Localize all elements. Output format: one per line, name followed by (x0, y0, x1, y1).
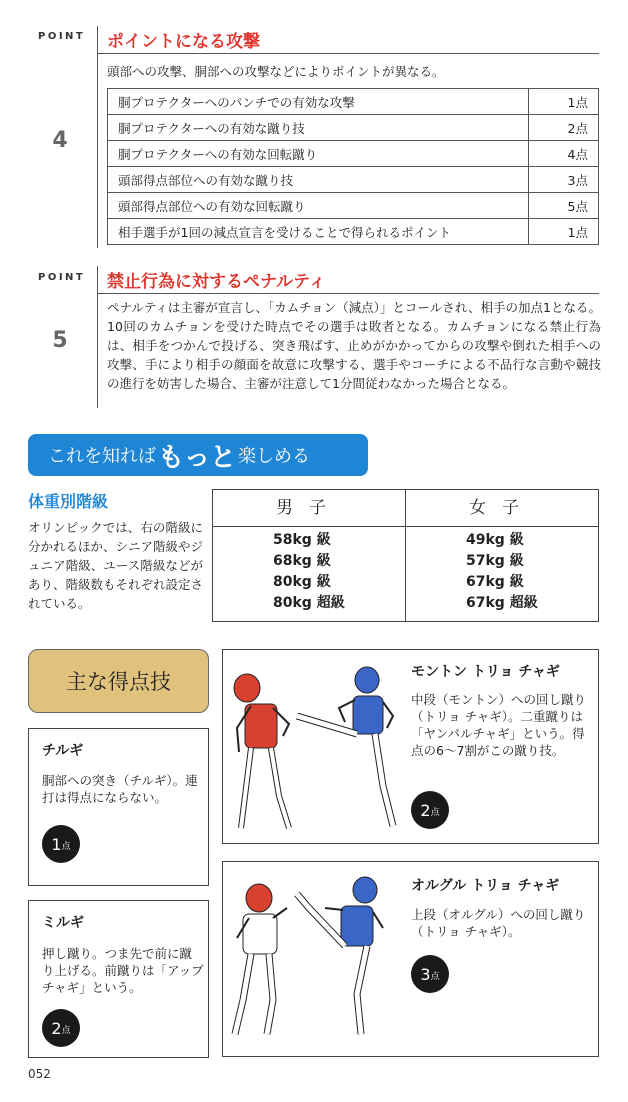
technique-description: 中段（モントン）への回し蹴り（トリョ チャギ）。二重蹴りは「ヤンバルチャギ」という。得点の6～7割がこの蹴り技。 (411, 692, 587, 758)
techniques-title: 主な得点技 (28, 649, 209, 713)
list-item: 67kg 級 (466, 574, 524, 590)
row-points: 2点 (529, 115, 599, 141)
table-row (108, 141, 599, 167)
male-classes (273, 526, 345, 614)
list-item: 80kg 超級 (273, 595, 345, 611)
badge-number: 1 (51, 834, 62, 854)
list-item: 49kg 級 (466, 532, 524, 548)
list-item: 57kg 級 (466, 553, 524, 569)
penalty-text: ペナルティは主審が宣言し、「カムチョン（減点）」とコールされ、相手の加点1となる。10回のカムチョンを受けた時点でその選手は敗者となる。カムチョンになる禁止行為は、相手をつかんで投げる、突き飛ばす、止めがかかってからの攻撃や倒れた相手への攻撃、手により相手の顔面を故意に攻撃する、選手やコーチによる不品行な言動や競技の進行を妨害した場合、主審が注意して1分間従わなかった場合となる。 (107, 300, 601, 391)
point-5-label: POINT (38, 272, 86, 283)
list-item: 68kg 級 (273, 553, 331, 569)
point-4-rule (97, 53, 599, 54)
female-classes (466, 526, 538, 614)
list-item: 80kg 級 (273, 574, 331, 590)
badge-unit: 点 (430, 972, 440, 982)
technique-olgul (222, 861, 599, 1057)
point-5-rule (97, 293, 599, 294)
points-badge (411, 955, 449, 993)
banner (28, 434, 368, 476)
table-row (108, 115, 599, 141)
technique-description: 上段（オルグル）への回し蹴り（トリョ チャギ）。 (411, 907, 586, 939)
technique-mirugi (28, 900, 209, 1058)
point-4-description: 頭部への攻撃、胴部への攻撃などによりポイントが異なる。 (107, 64, 445, 79)
point-5-vline (97, 266, 98, 408)
row-text: 胴プロテクターへの有効な蹴り技 (108, 115, 529, 141)
page-number: 052 (28, 1067, 51, 1081)
list-item: 58kg 級 (273, 532, 331, 548)
row-points: 4点 (529, 141, 599, 167)
row-text: 頭部得点部位への有効な蹴り技 (108, 167, 529, 193)
badge-unit: 点 (430, 808, 440, 818)
point-4-number: 4 (52, 128, 68, 153)
badge-unit: 点 (61, 842, 71, 852)
technique-chirugi (28, 728, 209, 886)
points-badge (42, 1009, 80, 1047)
point-5-title: 禁止行為に対するペナルティ (107, 272, 326, 292)
point-4-label: POINT (38, 31, 86, 42)
table-row (108, 219, 599, 245)
technique-name: オルグル トリョ チャギ (411, 878, 560, 894)
technique-description: 押し蹴り。つま先で前に蹴り上げる。前蹴りは「アップチャギ」という。 (42, 946, 204, 995)
table-row (108, 193, 599, 219)
banner-part2: もっと (158, 442, 237, 473)
row-text: 胴プロテクターへの有効な回転蹴り (108, 141, 529, 167)
row-points: 1点 (529, 89, 599, 115)
badge-number: 2 (51, 1018, 62, 1038)
male-header: 男子 (276, 498, 342, 518)
technique-description: 胴部への突き（チルギ）。連打は得点にならない。 (42, 773, 198, 805)
illustration-middle-kick (227, 656, 417, 840)
point-5-number: 5 (52, 328, 68, 353)
point-4-title: ポイントになる攻撃 (107, 32, 260, 52)
table-row (108, 89, 599, 115)
row-text: 相手選手が1回の減点宣言を受けることで得られるポイント (108, 219, 529, 245)
female-header: 女子 (469, 498, 535, 518)
list-item: 67kg 超級 (466, 595, 538, 611)
weight-description: オリンピックでは、右の階級に分かれるほか、シニア階級やジュニア階級、ユース階級などがあり、階級数もそれぞれ設定されている。 (28, 520, 204, 611)
table-row (108, 167, 599, 193)
technique-momtong (222, 649, 599, 844)
banner-part1: これを知れば (48, 446, 156, 467)
weight-table (212, 489, 599, 622)
badge-number: 2 (420, 800, 431, 820)
point-4-vline (97, 26, 98, 248)
illustration-head-kick (227, 868, 412, 1052)
weight-title: 体重別階級 (28, 492, 109, 511)
badge-number: 3 (420, 964, 431, 984)
point-4-table (107, 88, 599, 245)
banner-part3: 楽しめる (238, 446, 311, 467)
row-points: 5点 (529, 193, 599, 219)
row-points: 3点 (529, 167, 599, 193)
row-text: 胴プロテクターへのパンチでの有効な攻撃 (108, 89, 529, 115)
technique-name: モントン トリョ チャギ (411, 664, 560, 680)
row-points: 1点 (529, 219, 599, 245)
points-badge (411, 791, 449, 829)
row-text: 頭部得点部位への有効な回転蹴り (108, 193, 529, 219)
technique-name: ミルギ (42, 915, 84, 931)
badge-unit: 点 (61, 1026, 71, 1036)
technique-name: チルギ (42, 743, 84, 759)
points-badge (42, 825, 80, 863)
